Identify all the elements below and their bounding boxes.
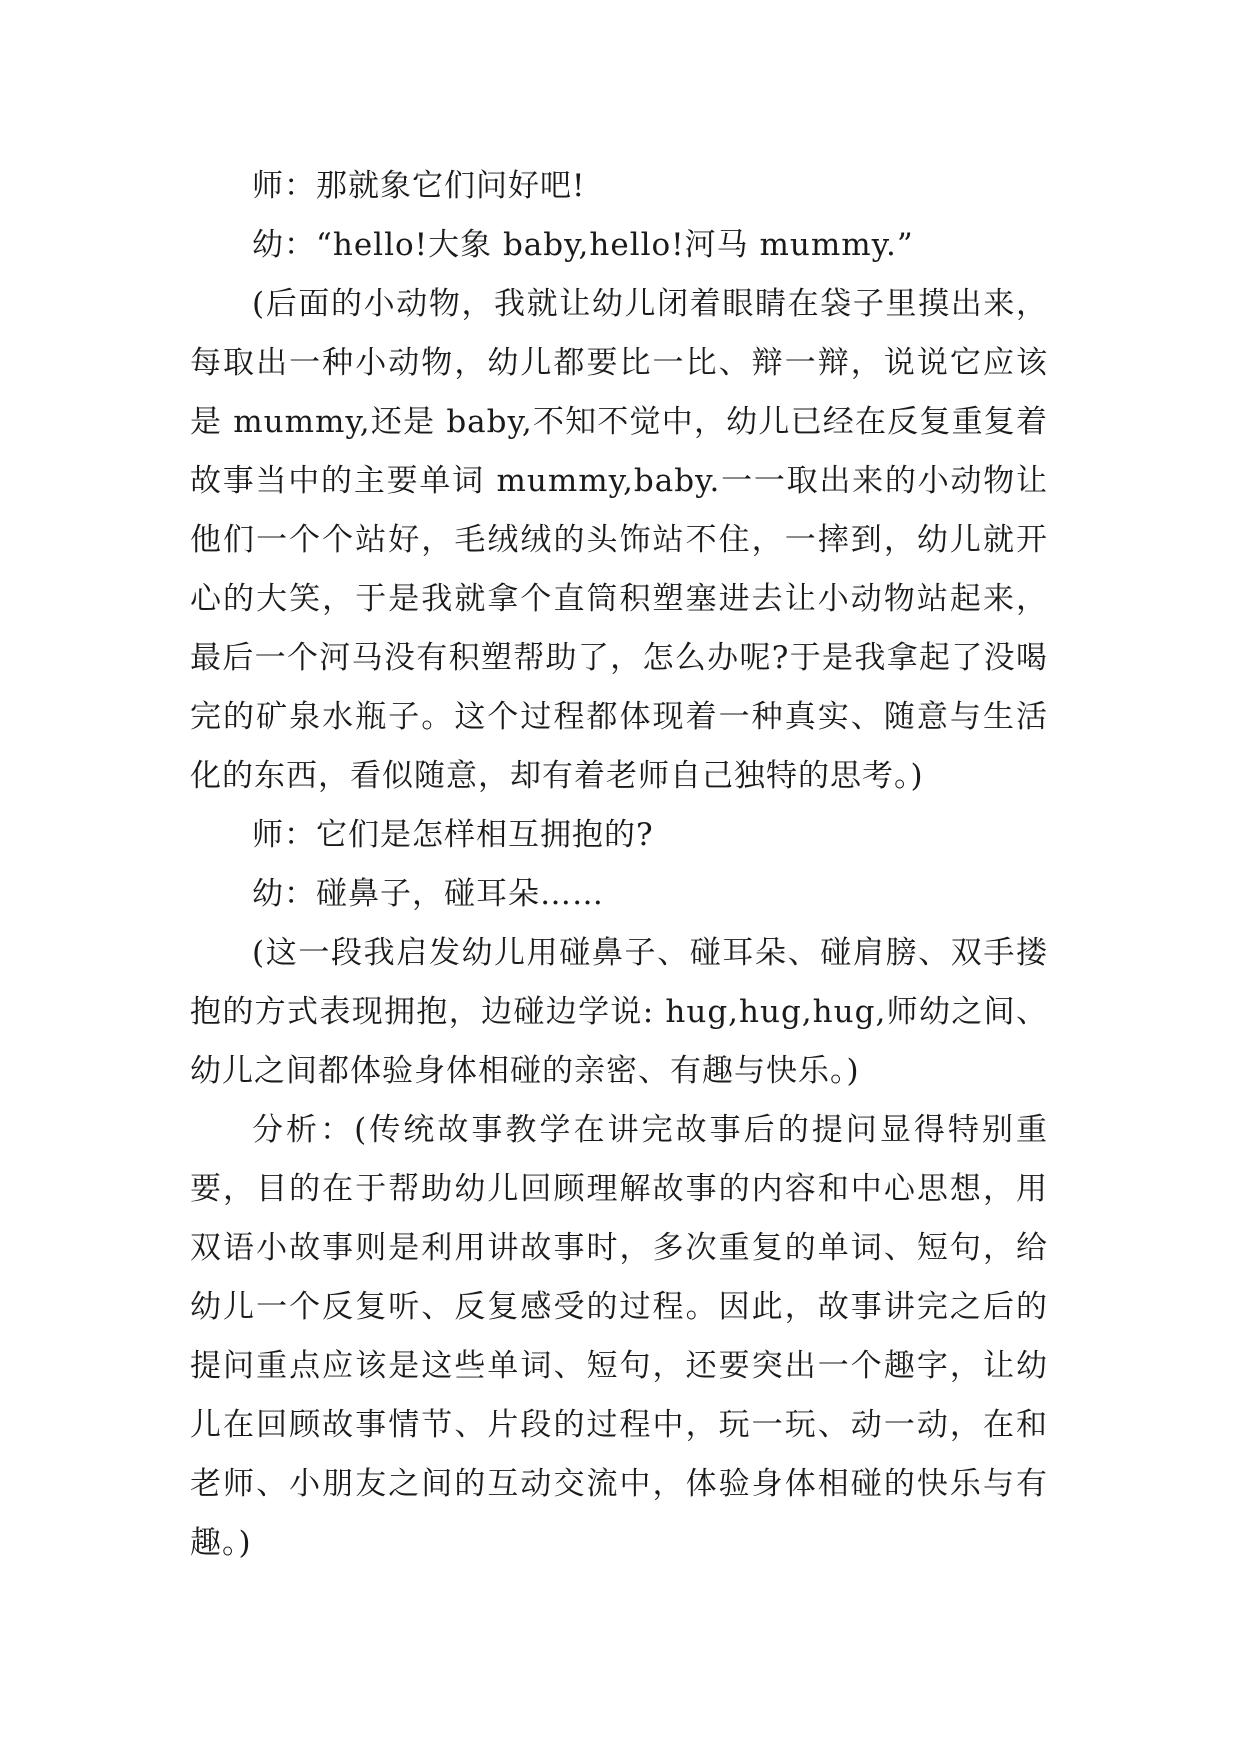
paragraph-teacher-greeting: 师：那就象它们问好吧! [252,168,586,204]
paragraph-teacher-hug-question: 师：它们是怎样相互拥抱的? [252,817,654,853]
paragraph-child-hello: 幼：“hello!大象 baby,hello!河马 mummy.” [252,227,914,263]
paragraph-analysis: 分析：(传统故事教学在讲完故事后的提问显得特别重要，目的在于帮助幼儿回顾理解故事的内容和中心思想，用双语小故事则是利用讲故事时，多次重复的单词、短句，给幼儿一个反复听、反复感受的过程。因此，故事讲完之后的提问重点应该是这些单词、短句，还要突出一个趣字，让幼儿在回顾故事情节、片段的过程中，玩一玩、动一动，在和老师、小朋友之间的互动交流中，体验身体相碰的快乐与有趣。) [190,1112,1048,1561]
paragraph-hug-note: (这一段我启发幼儿用碰鼻子、碰耳朵、碰肩膀、双手搂抱的方式表现拥抱，边碰边学说: hug,hug,hug,师幼之间、幼儿之间都体验身体相碰的亲密、有趣与快乐。) [190,935,1048,1089]
paragraph-child-answer: 幼：碰鼻子，碰耳朵…… [252,876,604,912]
paragraph-animals-note: (后面的小动物，我就让幼儿闭着眼睛在袋子里摸出来，每取出一种小动物，幼儿都要比一比、辩一辩，说说它应该是 mummy,还是 baby,不知不觉中，幼儿已经在反复重复着故事当中的主要单词 mummy,baby.一一取出来的小动物让他们一个个站好，毛绒绒的头饰站不住，一摔到，幼儿就开心的大笑，于是我就拿个直筒积塑塞进去让小动物站起来，最后一个河马没有积塑帮助了，怎么办呢?于是我拿起了没喝完的矿泉水瓶子。这个过程都体现着一种真实、随意与生活化的东西，看似随意，却有着老师自己独特的思考。) [190,286,1048,794]
document-body [190,157,1048,1573]
